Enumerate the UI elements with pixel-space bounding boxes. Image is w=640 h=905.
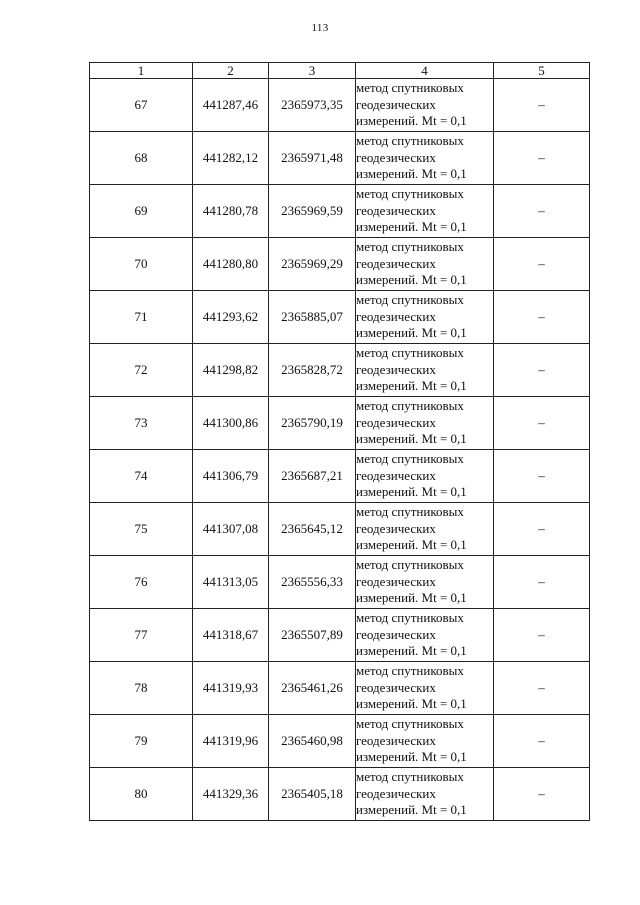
- x-coordinate-cell: 441319,93: [193, 662, 269, 715]
- x-coordinate-cell: 441306,79: [193, 450, 269, 503]
- method-line: геодезических: [356, 626, 436, 642]
- y-coordinate-cell: 2365507,89: [269, 609, 356, 662]
- method-line: геодезических: [356, 361, 436, 377]
- note-cell: –: [494, 768, 590, 821]
- point-number-cell: 70: [90, 238, 193, 291]
- method-line: метод спутниковых: [356, 186, 464, 202]
- x-coordinate-cell: 441280,80: [193, 238, 269, 291]
- column-header-5: 5: [494, 63, 590, 79]
- method-cell: [356, 238, 494, 291]
- x-coordinate-cell: 441287,46: [193, 79, 269, 132]
- method-line: метод спутниковых: [356, 80, 464, 96]
- table-row: [90, 503, 590, 556]
- method-line: геодезических: [356, 149, 436, 165]
- method-line: метод спутниковых: [356, 133, 464, 149]
- x-coordinate-cell: 441319,96: [193, 715, 269, 768]
- point-number-cell: 78: [90, 662, 193, 715]
- method-line: геодезических: [356, 732, 436, 748]
- y-coordinate-cell: 2365556,33: [269, 556, 356, 609]
- table-row: [90, 344, 590, 397]
- method-line: метод спутниковых: [356, 345, 464, 361]
- method-line: измерений. Mt = 0,1: [356, 431, 467, 447]
- y-coordinate-cell: 2365828,72: [269, 344, 356, 397]
- note-cell: –: [494, 450, 590, 503]
- column-header-2: 2: [193, 63, 269, 79]
- note-cell: –: [494, 238, 590, 291]
- table-header-row: [90, 63, 590, 79]
- y-coordinate-cell: 2365405,18: [269, 768, 356, 821]
- point-number-cell: 75: [90, 503, 193, 556]
- method-line: измерений. Mt = 0,1: [356, 272, 467, 288]
- point-number-cell: 77: [90, 609, 193, 662]
- method-line: геодезических: [356, 679, 436, 695]
- y-coordinate-cell: 2365645,12: [269, 503, 356, 556]
- method-line: геодезических: [356, 96, 436, 112]
- method-cell: [356, 291, 494, 344]
- method-line: измерений. Mt = 0,1: [356, 113, 467, 129]
- table-row: [90, 79, 590, 132]
- x-coordinate-cell: 441307,08: [193, 503, 269, 556]
- method-cell: [356, 132, 494, 185]
- method-cell: [356, 768, 494, 821]
- method-line: измерений. Mt = 0,1: [356, 378, 467, 394]
- x-coordinate-cell: 441280,78: [193, 185, 269, 238]
- method-line: измерений. Mt = 0,1: [356, 802, 467, 818]
- method-line: метод спутниковых: [356, 557, 464, 573]
- point-number-cell: 74: [90, 450, 193, 503]
- note-cell: –: [494, 291, 590, 344]
- column-header-1: 1: [90, 63, 193, 79]
- method-line: измерений. Mt = 0,1: [356, 643, 467, 659]
- y-coordinate-cell: 2365973,35: [269, 79, 356, 132]
- method-line: геодезических: [356, 202, 436, 218]
- note-cell: –: [494, 185, 590, 238]
- method-cell: [356, 185, 494, 238]
- method-line: измерений. Mt = 0,1: [356, 484, 467, 500]
- method-line: измерений. Mt = 0,1: [356, 325, 467, 341]
- method-line: метод спутниковых: [356, 292, 464, 308]
- coordinates-table: [89, 62, 590, 821]
- method-line: геодезических: [356, 467, 436, 483]
- x-coordinate-cell: 441293,62: [193, 291, 269, 344]
- method-line: метод спутниковых: [356, 716, 464, 732]
- point-number-cell: 72: [90, 344, 193, 397]
- point-number-cell: 68: [90, 132, 193, 185]
- table-row: [90, 132, 590, 185]
- x-coordinate-cell: 441298,82: [193, 344, 269, 397]
- method-line: геодезических: [356, 573, 436, 589]
- x-coordinate-cell: 441329,36: [193, 768, 269, 821]
- note-cell: –: [494, 344, 590, 397]
- note-cell: –: [494, 132, 590, 185]
- method-line: метод спутниковых: [356, 504, 464, 520]
- column-header-4: 4: [356, 63, 494, 79]
- y-coordinate-cell: 2365461,26: [269, 662, 356, 715]
- note-cell: –: [494, 397, 590, 450]
- page-number: 113: [311, 22, 329, 34]
- y-coordinate-cell: 2365971,48: [269, 132, 356, 185]
- column-header-3: 3: [269, 63, 356, 79]
- method-cell: [356, 556, 494, 609]
- table-row: [90, 238, 590, 291]
- point-number-cell: 67: [90, 79, 193, 132]
- point-number-cell: 73: [90, 397, 193, 450]
- method-line: измерений. Mt = 0,1: [356, 749, 467, 765]
- table-row: [90, 397, 590, 450]
- x-coordinate-cell: 441318,67: [193, 609, 269, 662]
- method-line: геодезических: [356, 308, 436, 324]
- method-line: геодезических: [356, 785, 436, 801]
- method-cell: [356, 609, 494, 662]
- y-coordinate-cell: 2365969,29: [269, 238, 356, 291]
- y-coordinate-cell: 2365460,98: [269, 715, 356, 768]
- method-cell: [356, 715, 494, 768]
- point-number-cell: 76: [90, 556, 193, 609]
- table-body: [90, 79, 590, 821]
- table-row: [90, 185, 590, 238]
- method-line: метод спутниковых: [356, 398, 464, 414]
- x-coordinate-cell: 441313,05: [193, 556, 269, 609]
- table-row: [90, 450, 590, 503]
- note-cell: –: [494, 503, 590, 556]
- y-coordinate-cell: 2365687,21: [269, 450, 356, 503]
- table-row: [90, 291, 590, 344]
- note-cell: –: [494, 662, 590, 715]
- method-line: измерений. Mt = 0,1: [356, 537, 467, 553]
- note-cell: –: [494, 556, 590, 609]
- method-cell: [356, 503, 494, 556]
- method-cell: [356, 662, 494, 715]
- note-cell: –: [494, 609, 590, 662]
- table-row: [90, 768, 590, 821]
- x-coordinate-cell: 441300,86: [193, 397, 269, 450]
- method-line: геодезических: [356, 520, 436, 536]
- table-row: [90, 556, 590, 609]
- method-line: измерений. Mt = 0,1: [356, 166, 467, 182]
- point-number-cell: 69: [90, 185, 193, 238]
- method-line: геодезических: [356, 255, 436, 271]
- method-line: метод спутниковых: [356, 663, 464, 679]
- method-cell: [356, 79, 494, 132]
- method-cell: [356, 450, 494, 503]
- table-row: [90, 609, 590, 662]
- y-coordinate-cell: 2365885,07: [269, 291, 356, 344]
- method-cell: [356, 344, 494, 397]
- table-row: [90, 715, 590, 768]
- point-number-cell: 71: [90, 291, 193, 344]
- x-coordinate-cell: 441282,12: [193, 132, 269, 185]
- point-number-cell: 79: [90, 715, 193, 768]
- method-line: метод спутниковых: [356, 451, 464, 467]
- note-cell: –: [494, 715, 590, 768]
- method-line: измерений. Mt = 0,1: [356, 696, 467, 712]
- note-cell: –: [494, 79, 590, 132]
- method-line: измерений. Mt = 0,1: [356, 219, 467, 235]
- method-line: метод спутниковых: [356, 769, 464, 785]
- method-cell: [356, 397, 494, 450]
- point-number-cell: 80: [90, 768, 193, 821]
- y-coordinate-cell: 2365969,59: [269, 185, 356, 238]
- method-line: метод спутниковых: [356, 610, 464, 626]
- y-coordinate-cell: 2365790,19: [269, 397, 356, 450]
- table-row: [90, 662, 590, 715]
- method-line: измерений. Mt = 0,1: [356, 590, 467, 606]
- method-line: геодезических: [356, 414, 436, 430]
- method-line: метод спутниковых: [356, 239, 464, 255]
